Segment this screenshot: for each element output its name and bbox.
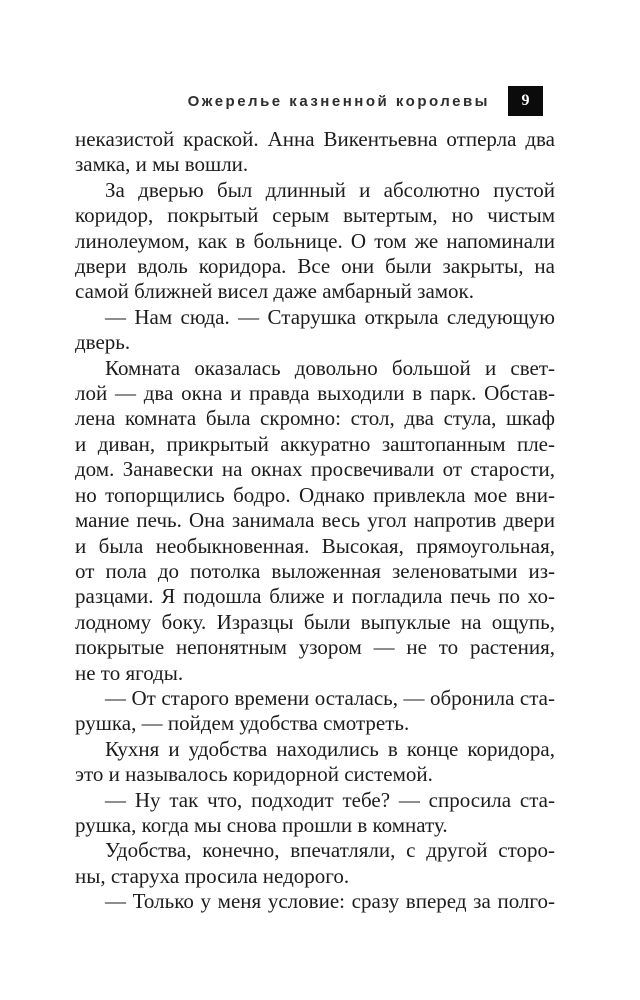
text-line: неказистой краской. Анна Викентьевна отперла два xyxy=(75,127,555,151)
text-line: Кухня и удобства находились в конце коридора, xyxy=(105,736,555,761)
text-line: ны, старуха просила недорого. xyxy=(75,863,350,888)
text-line: — Только у меня условие: сразу вперед за полго- xyxy=(105,889,555,914)
text-line: покрытые непонятным узором — не то растения, xyxy=(75,635,555,660)
text-line: коридор, покрытый серым вытертым, но чистым xyxy=(75,203,555,228)
page-number: 9 xyxy=(521,92,530,109)
paragraph xyxy=(75,127,555,178)
text-line: рушка, когда мы снова прошли в комнату. xyxy=(75,812,448,837)
text-line: самой ближней висел даже амбарный замок. xyxy=(75,279,475,304)
text-line: лодному боку. Изразцы были выпуклые на ощупь, xyxy=(75,609,555,634)
text-line: замка, и мы вошли. xyxy=(75,152,249,177)
text-line: — Нам сюда. — Старушка открыла следующую xyxy=(105,304,555,329)
paragraph xyxy=(75,305,555,356)
page-number-badge xyxy=(508,86,543,116)
text-line: от пола до потолка выложенная зеленоватыми из- xyxy=(75,558,555,583)
text-line: дом. Занавески на окнах просвечивали от старости, xyxy=(75,457,555,482)
text-line: но топорщились бодро. Однако привлекла мое вни- xyxy=(75,482,555,507)
text-line: и диван, прикрытый аккуратно заштопанным пле- xyxy=(75,431,555,456)
paragraph xyxy=(75,838,555,889)
text-line: разцами. Я подошла ближе и погладила печь по хо- xyxy=(75,584,555,609)
text-line: лой — два окна и правда выходили в парк. Обстав- xyxy=(75,381,555,406)
text-line: дверь. xyxy=(75,330,131,355)
text-line: это и называлось коридорной системой. xyxy=(75,762,433,787)
paragraph xyxy=(75,178,555,305)
text-line: лена комната была скромно: стол, два стула, шкаф xyxy=(75,406,555,431)
paragraph xyxy=(75,737,555,788)
paragraph xyxy=(75,686,555,737)
text-line: линолеумом, как в больнице. О том же напоминали xyxy=(75,228,555,253)
text-line: и была необыкновенная. Высокая, прямоугольная, xyxy=(75,533,555,558)
text-line: Комната оказалась довольно большой и свет- xyxy=(105,355,555,380)
text-line: не то ягоды. xyxy=(75,660,184,685)
paragraph xyxy=(75,889,555,914)
text-line: За дверью был длинный и абсолютно пустой xyxy=(105,177,555,202)
page-body xyxy=(75,127,555,915)
text-line: Удобства, конечно, впечатляли, с другой сторо- xyxy=(105,838,555,863)
paragraph xyxy=(75,788,555,839)
text-line: — От старого времени осталась, — обронила ста- xyxy=(105,685,555,710)
paragraph xyxy=(75,356,555,686)
text-line: двери вдоль коридора. Все они были закрыты, на xyxy=(75,254,555,279)
text-line: — Ну так что, подходит тебе? — спросила ста- xyxy=(105,787,555,812)
text-line: мание печь. Она занимала весь угол напротив двери xyxy=(75,508,555,533)
running-title: Ожерелье казненной королевы xyxy=(187,92,490,110)
page-header xyxy=(0,86,543,116)
text-line: рушка, — пойдем удобства смотреть. xyxy=(75,711,410,736)
